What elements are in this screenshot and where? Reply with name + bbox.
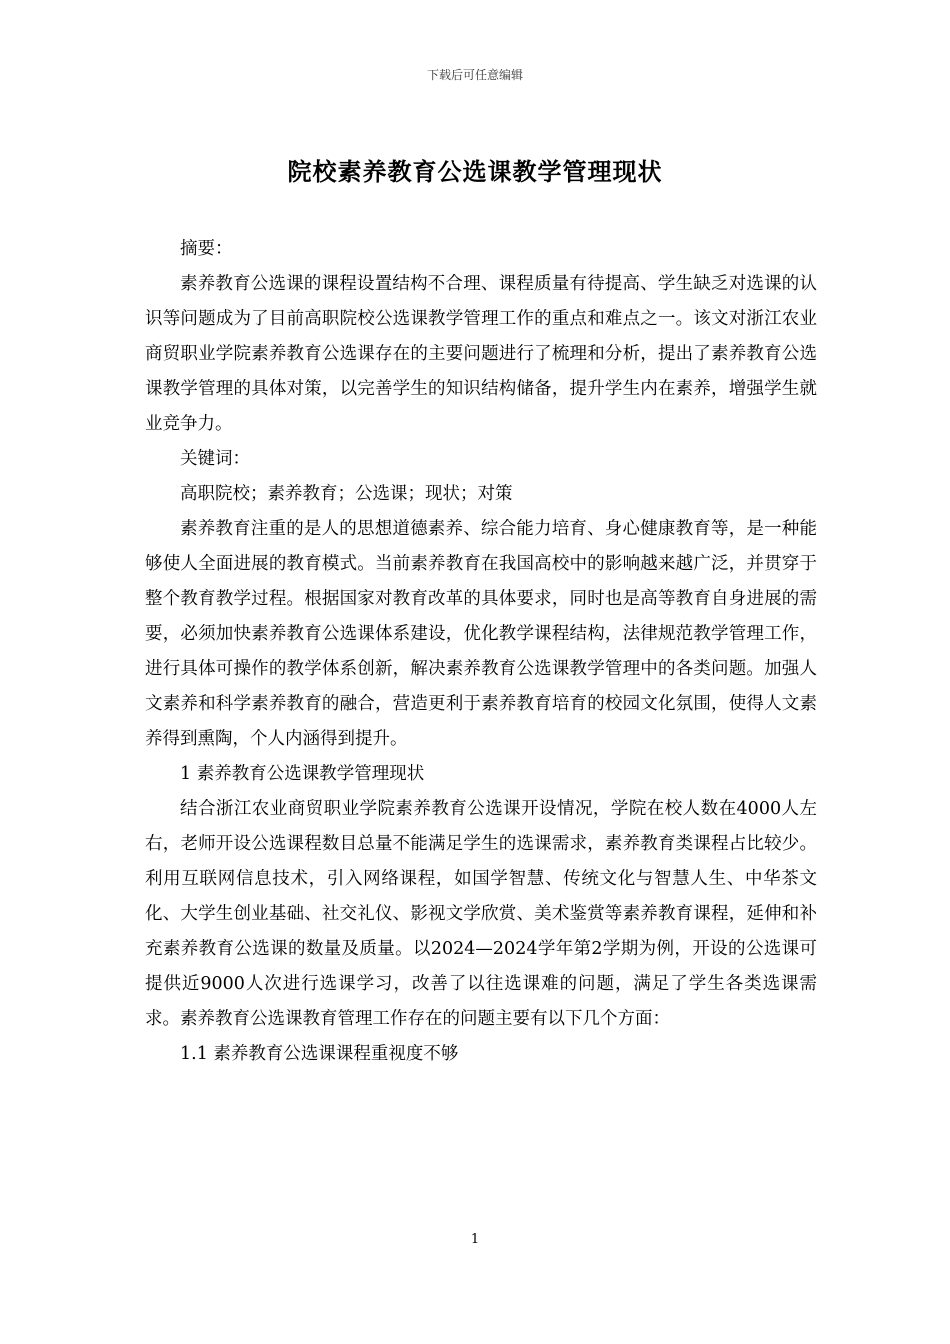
header-note: 下载后可任意编辑 [426, 68, 523, 82]
keywords-label: 关键词： [180, 449, 250, 469]
document-title: 院校素养教育公选课教学管理现状 [287, 157, 663, 186]
abstract-label: 摘要： [180, 239, 233, 259]
intro-paragraph: 素养教育注重的是人的思想道德素养、综合能力培育、身心健康教育等，是一种能够使人全面进展的教育模式。当前素养教育在我国高校中的影响越来越广泛，并贯穿于整个教育教学过程。根据国家对教育改革的具体要求，同时也是高等教育自身进展的需要，必须加快素养教育公选课体系建设，优化教学课程结构，法律规范教学管理工作，进行具体可操作的教学体系创新，解决素养教育公选课教学管理中的各类问题。加强人文素养和科学素养教育的融合，营造更利于素养教育培育的校园文化氛围，使得人文素养得到熏陶，个人内涵得到提升。 [145, 519, 817, 749]
abstract-paragraph: 素养教育公选课的课程设置结构不合理、课程质量有待提高、学生缺乏对选课的认识等问题成为了目前高职院校公选课教学管理工作的重点和难点之一。该文对浙江农业商贸职业学院素养教育公选课存在的主要问题进行了梳理和分析，提出了素养教育公选课教学管理的具体对策，以完善学生的知识结构储备，提升学生内在素养，增强学生就业竞争力。 [145, 274, 817, 434]
subsection-heading-1-1: 1.1 素养教育公选课课程重视度不够 [180, 1044, 459, 1064]
section-heading-1: 1 素养教育公选课教学管理现状 [180, 764, 425, 784]
section-1-paragraph: 结合浙江农业商贸职业学院素养教育公选课开设情况，学院在校人数在4000人左右，老师开设公选课程数目总量不能满足学生的选课需求，素养教育类课程占比较少。利用互联网信息技术，引入网络课程，如国学智慧、传统文化与智慧人生、中华茶文化、大学生创业基础、社交礼仪、影视文学欣赏、美术鉴赏等素养教育课程，延伸和补充素养教育公选课的数量及质量。以2024—2024学年第2学期为例，开设的公选课可提供近9000人次进行选课学习，改善了以往选课难的问题，满足了学生各类选课需求。素养教育公选课教育管理工作存在的问题主要有以下几个方面： [145, 799, 817, 1029]
page-number: 1 [470, 1232, 480, 1247]
keywords-list: 高职院校；素养教育；公选课；现状；对策 [180, 484, 513, 504]
document-body [145, 232, 817, 1072]
